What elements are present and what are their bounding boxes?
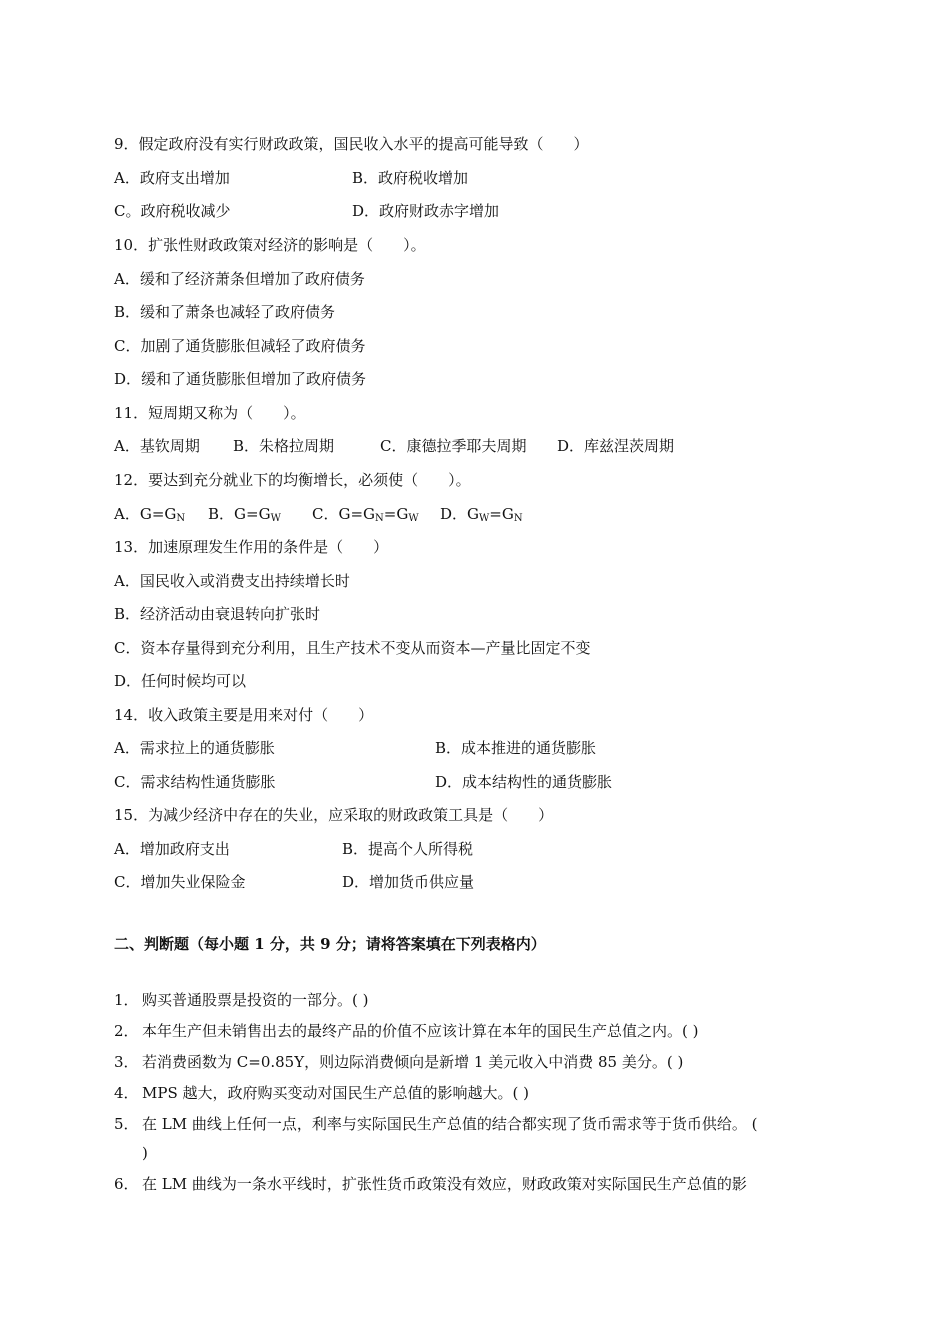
judgment-item-3: 3． 若消费函数为 C=0.85Y，则边际消费倾向是新增 1 美元收入中消费 85 美分。( )	[114, 1053, 684, 1071]
question-15-option-d: D．增加货币供应量	[342, 873, 475, 891]
question-13-option-a: A．国民收入或消费支出持续增长时	[114, 572, 350, 590]
question-12-option-d: D．$G_W=G_N$	[440, 505, 523, 524]
question-12-stem: 12．要达到充分就业下的均衡增长，必须使（ ）。	[114, 471, 471, 489]
section-2-heading: 二、判断题（每小题 1 分，共 9 分；请将答案填在下列表格内）	[114, 935, 546, 953]
judgment-item-2: 2． 本年生产但未销售出去的最终产品的价值不应该计算在本年的国民生产总值之内。( )	[114, 1022, 699, 1040]
question-10-stem: 10．扩张性财政政策对经济的影响是（ ）。	[114, 236, 426, 254]
judgment-item-5: 5． 在 LM 曲线上任何一点，利率与实际国民生产总值的结合都实现了货币需求等于货币供给。 (	[114, 1115, 758, 1133]
question-14-option-c: C．需求结构性通货膨胀	[114, 773, 276, 791]
question-11-option-d: D．库兹涅茨周期	[557, 437, 675, 455]
judgment-item-1: 1． 购买普通股票是投资的一部分。( )	[114, 991, 369, 1009]
question-14-stem: 14．收入政策主要是用来对付（ ）	[114, 706, 374, 724]
question-15-option-b: B．提高个人所得税	[342, 840, 474, 858]
question-9-option-d: D．政府财政赤字增加	[352, 202, 500, 220]
question-13-option-b: B．经济活动由衰退转向扩张时	[114, 605, 321, 623]
question-10-option-c: C．加剧了通货膨胀但减轻了政府债务	[114, 337, 366, 355]
question-13-option-c: C．资本存量得到充分利用，且生产技术不变从而资本—产量比固定不变	[114, 639, 591, 657]
question-15-option-c: C．增加失业保险金	[114, 873, 246, 891]
question-15-stem: 15．为减少经济中存在的失业，应采取的财政政策工具是（ ）	[114, 806, 554, 824]
question-14-option-a: A．需求拉上的通货膨胀	[114, 739, 275, 757]
judgment-item-6: 6． 在 LM 曲线为一条水平线时，扩张性货币政策没有效应，财政政策对实际国民生产总值的影	[114, 1175, 747, 1193]
question-13-stem: 13．加速原理发生作用的条件是（ ）	[114, 538, 389, 556]
question-11-option-b: B．朱格拉周期	[233, 437, 335, 455]
judgment-item-5-continuation: )	[142, 1144, 148, 1162]
question-14-option-b: B．成本推进的通货膨胀	[435, 739, 597, 757]
question-9-option-b: B．政府税收增加	[352, 169, 469, 187]
question-9-option-c: C。政府税收减少	[114, 202, 231, 220]
question-10-option-d: D．缓和了通货膨胀但增加了政府债务	[114, 370, 367, 388]
question-10-option-a: A．缓和了经济萧条但增加了政府债务	[114, 270, 365, 288]
question-10-option-b: B．缓和了萧条也减轻了政府债务	[114, 303, 336, 321]
judgment-item-4: 4． MPS 越大，政府购买变动对国民生产总值的影响越大。( )	[114, 1084, 529, 1102]
question-12-option-b: B．$G=G_W$	[208, 505, 281, 524]
question-13-option-d: D．任何时候均可以	[114, 672, 247, 690]
question-11-option-a: A．基钦周期	[114, 437, 200, 455]
question-9-stem: 9．假定政府没有实行财政政策，国民收入水平的提高可能导致（ ）	[114, 135, 589, 153]
question-12-option-a: A．$G=G_N$	[114, 505, 186, 524]
question-14-option-d: D．成本结构性的通货膨胀	[435, 773, 613, 791]
question-12-option-c: C．$G=G_N=G_W$	[312, 505, 419, 524]
question-15-option-a: A．增加政府支出	[114, 840, 230, 858]
question-11-option-c: C．康德拉季耶夫周期	[380, 437, 527, 455]
question-11-stem: 11．短周期又称为（ ）。	[114, 404, 306, 422]
question-9-option-a: A．政府支出增加	[114, 169, 230, 187]
